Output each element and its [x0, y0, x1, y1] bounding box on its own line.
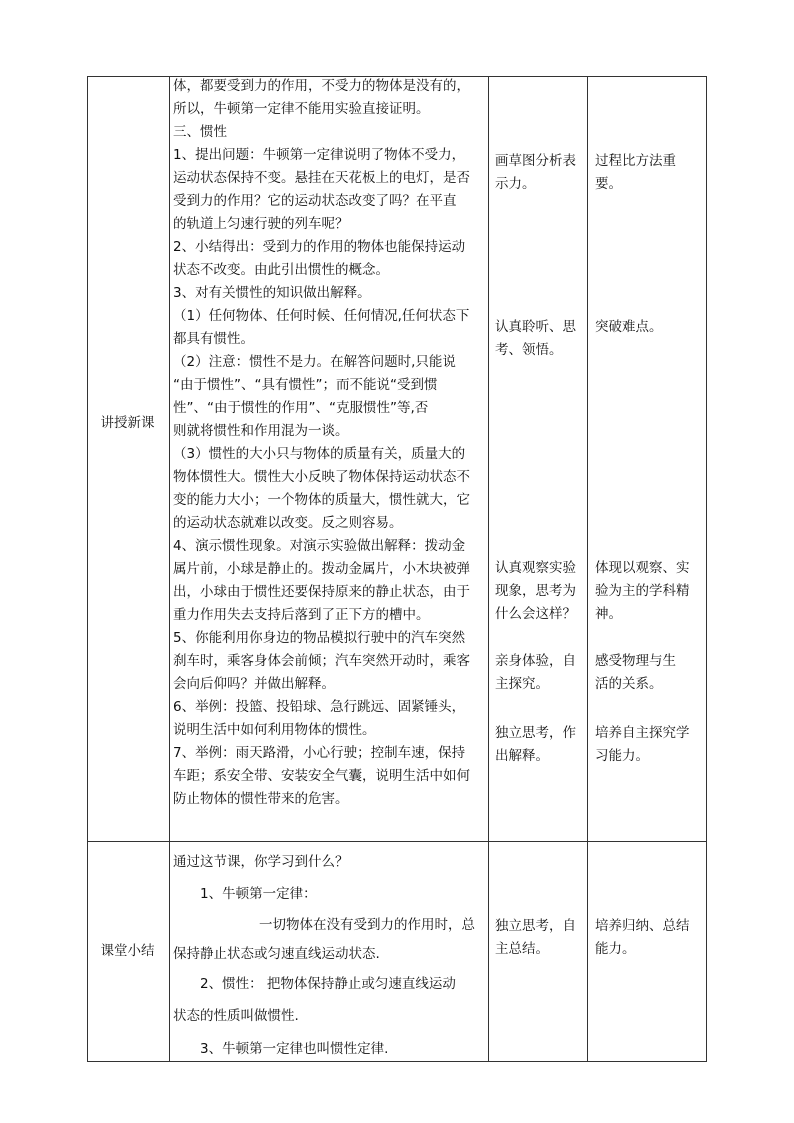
purpose-line: 能力。 — [595, 941, 636, 957]
content-line: 出，小球由于惯性还要保持原来的静止状态，由于 — [173, 584, 470, 600]
summary-point-2: 2、惯性： 把物体保持静止或匀速直线运动 — [200, 976, 456, 992]
content-line: 3、对有关惯性的知识做出解释。 — [173, 285, 371, 301]
student-activity-1 — [495, 150, 587, 196]
design-purpose-2 — [595, 316, 705, 339]
content-line: 会向后仰吗？并做出解释。 — [173, 676, 335, 692]
purpose-line: 要。 — [595, 176, 622, 192]
design-purpose-5 — [595, 722, 705, 768]
content-line: 2、小结得出：受到力的作用的物体也能保持运动 — [173, 239, 466, 255]
content-line: 的运动状态就难以改变。反之则容易。 — [173, 515, 403, 531]
purpose-line: 感受物理与生 — [595, 653, 676, 669]
student-line: 独立思考，自 — [495, 918, 576, 934]
student-activity-3 — [495, 557, 587, 626]
content-line: 都具有惯性。 — [173, 331, 254, 347]
purpose-line: 验为主的学科精 — [595, 583, 690, 599]
content-line: 4、演示惯性现象。对演示实验做出解释：拨动金 — [173, 538, 466, 554]
student-activity-2 — [495, 316, 587, 362]
content-line: 物体惯性大。惯性大小反映了物体保持运动状态不 — [173, 469, 470, 485]
summary-question: 通过这节课，你学习到什么？ — [173, 854, 349, 870]
teaching-content — [173, 75, 481, 811]
purpose-line: 活的关系。 — [595, 676, 663, 692]
content-line: 的轨道上匀速行驶的列车呢？ — [173, 216, 349, 232]
content-line: 说明生活中如何利用物体的惯性。 — [173, 722, 376, 738]
content-line: 所以，牛顿第一定律不能用实验直接证明。 — [173, 101, 430, 117]
student-line: 认真观察实验 — [495, 560, 576, 576]
content-line: 防止物体的惯性带来的危害。 — [173, 791, 349, 807]
design-purpose-1 — [595, 150, 705, 196]
summary-point-1-text: 一切物体在没有受到力的作用时，总 — [259, 917, 475, 933]
row-divider — [87, 841, 707, 842]
section-label-summary: 课堂小结 — [100, 943, 155, 959]
section-label-teach: 讲授新课 — [100, 415, 155, 431]
student-line: 示力。 — [495, 176, 536, 192]
content-line: 5、你能利用你身边的物品模拟行驶中的汽车突然 — [173, 630, 466, 646]
summary-point-1: 1、牛顿第一定律： — [200, 886, 317, 902]
content-line: 受到力的作用？它的运动状态改变了吗？在平直 — [173, 193, 457, 209]
student-line: 画草图分析表 — [495, 153, 576, 169]
student-activity-5 — [495, 722, 587, 768]
content-line: 车距；系安全带、安装安全气囊，说明生活中如何 — [173, 768, 470, 784]
lesson-plan-table — [87, 76, 707, 1062]
purpose-line: 过程比方法重 — [595, 153, 676, 169]
summary-point-3: 3、牛顿第一定律也叫惯性定律. — [200, 1041, 389, 1057]
purpose-line: 培养自主探究学 — [595, 725, 690, 741]
student-line: 独立思考，作 — [495, 725, 576, 741]
content-line: 重力作用失去支持后落到了正下方的槽中。 — [173, 607, 430, 623]
student-line: 主总结。 — [495, 941, 549, 957]
column-divider-1 — [169, 76, 170, 1062]
student-line: 出解释。 — [495, 748, 549, 764]
content-line: 1、提出问题：牛顿第一定律说明了物体不受力， — [173, 147, 466, 163]
content-line: 属片前，小球是静止的。拨动金属片，小木块被弹 — [173, 561, 470, 577]
content-line: 7、举例：雨天路滑，小心行驶；控制车速，保持 — [173, 745, 466, 761]
content-line: （1）任何物体、任何时候、任何情况,任何状态下 — [173, 308, 470, 324]
student-line: 考、领悟。 — [495, 342, 563, 358]
column-divider-3 — [587, 76, 588, 1062]
summary-student-activity — [495, 915, 587, 961]
student-line: 主探究。 — [495, 676, 549, 692]
content-line: 6、举例：投篮、投铅球、急行跳远、固紧锤头， — [173, 699, 466, 715]
content-line: （3）惯性的大小只与物体的质量有关，质量大的 — [173, 446, 466, 462]
summary-design-purpose — [595, 915, 705, 961]
purpose-line: 体现以观察、实 — [595, 560, 690, 576]
purpose-line: 习能力。 — [595, 748, 649, 764]
content-line: 状态不改变。由此引出惯性的概念。 — [173, 262, 389, 278]
purpose-line: 神。 — [595, 606, 622, 622]
content-line: 性”、“由于惯性的作用”、“克服惯性”等,否 — [173, 400, 429, 416]
summary-point-1-text: 保持静止状态或匀速直线运动状态. — [173, 946, 380, 962]
student-line: 现象，思考为 — [495, 583, 576, 599]
student-line: 什么会这样？ — [495, 606, 576, 622]
purpose-line: 培养归纳、总结 — [595, 918, 690, 934]
content-line: 体，都要受到力的作用，不受力的物体是没有的， — [173, 78, 470, 94]
student-activity-4 — [495, 650, 587, 696]
content-line: 三、惯性 — [173, 124, 227, 140]
content-line: 则就将惯性和作用混为一谈。 — [173, 423, 349, 439]
content-line: 刹车时，乘客身体会前倾；汽车突然开动时，乘客 — [173, 653, 470, 669]
content-line: 变的能力大小；一个物体的质量大，惯性就大，它 — [173, 492, 470, 508]
content-line: “由于惯性”、“具有惯性”；而不能说“受到惯 — [173, 377, 438, 393]
design-purpose-3 — [595, 557, 705, 626]
design-purpose-4 — [595, 650, 705, 696]
content-line: （2）注意：惯性不是力。在解答问题时,只能说 — [173, 354, 456, 370]
student-line: 认真聆听、思 — [495, 319, 576, 335]
content-line: 运动状态保持不变。悬挂在天花板上的电灯，是否 — [173, 170, 470, 186]
purpose-line: 突破难点。 — [595, 319, 663, 335]
column-divider-2 — [488, 76, 489, 1062]
student-line: 亲身体验，自 — [495, 653, 576, 669]
summary-point-2-text: 状态的性质叫做惯性. — [173, 1008, 299, 1024]
